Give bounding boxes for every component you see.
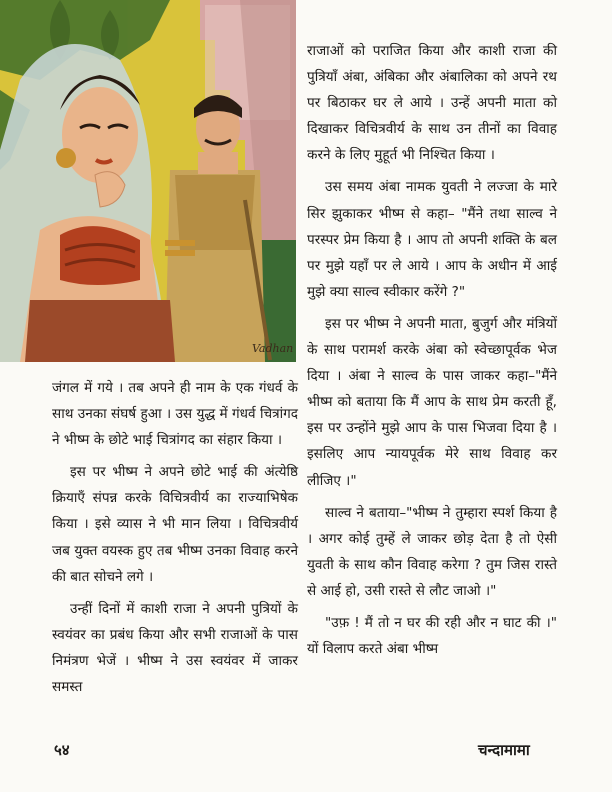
artist-signature: Vadhan [252, 342, 294, 355]
paragraph: जंगल में गये । तब अपने ही नाम के एक गंधर्व के साथ उनका संघर्ष हुआ । उस युद्ध में गंधर्व चित्रांगद ने भीष्म के छोटे भाई चित्रांगद का संहार किया । [52, 380, 298, 449]
left-text-column [52, 375, 298, 706]
paragraph: इस पर भीष्म ने अपने छोटे भाई की अंत्येष्ठि क्रियाएँ संपन्न करके विचित्रवीर्य का राज्याभिषेक किया । इसे व्यास ने भी मान लिया । विचित्रवीर्य जब युक्त वयस्क हुए तब भीष्म उनका विवाह करने की बात सोचने लगे । [52, 464, 298, 585]
paragraph: उन्हीं दिनों में काशी राजा ने अपनी पुत्रियों के स्वयंवर का प्रबंध किया और सभी राजाओं के पास निमंत्रण भेजें । भीष्म ने उस स्वयंवर में जाकर समस्त [52, 600, 298, 696]
paragraph: "उफ़ ! मैं तो न घर की रही और न घाट की ।" यों विलाप करते अंबा भीष्म [307, 614, 557, 658]
illustration-art [0, 0, 296, 362]
page-number: ५४ [54, 741, 70, 759]
right-text-column [307, 38, 557, 668]
paragraph: इस पर भीष्म ने अपनी माता, बुजुर्ग और मंत्रियों के साथ परामर्श करके अंबा को स्वेच्छापूर्वक भेज दिया । अंबा ने साल्व के पास जाकर कहा–"मैंने भीष्म को बताया कि मैं आप के साथ प्रेम करती हूँ, इस पर उन्होंने मुझे आप के पास भिजवा दिया है । इसलिए आप न्यायपूर्वक मेरे साथ विवाह कर लीजिए ।" [307, 315, 557, 489]
magazine-name: चन्दामामा [478, 741, 530, 759]
paragraph: साल्व ने बताया–"भीष्म ने तुम्हारा स्पर्श किया है । अगर कोई तुम्हें ले जाकर छोड़ देता है तो ऐसी युवती के साथ कौन विवाह करेगा ? तुम जिस रास्ते से आई हो, उसी रास्ते से लौट जाओ ।" [307, 504, 557, 599]
paragraph: राजाओं को पराजित किया और काशी राजा की पुत्रियाँ अंबा, अंबिका और अंबालिका को अपने रथ पर बिठाकर घर ले आये । उन्हें अपनी माता को दिखाकर विचित्रवीर्य के साथ उन तीनों का विवाह करने के लिए मुहूर्त भी निश्चित किया । [307, 43, 557, 164]
paragraph: उस समय अंबा नामक युवती ने लज्जा के मारे सिर झुकाकर भीष्म से कहा– "मैंने तथा साल्व ने परस्पर प्रेम किया है । आप तो अपनी शक्ति के बल पर मुझे यहाँ पर ले आये । आप के अधीन में आई मुझे क्या साल्व स्वीकार करेंगे ?" [307, 179, 557, 300]
story-illustration [0, 0, 296, 362]
